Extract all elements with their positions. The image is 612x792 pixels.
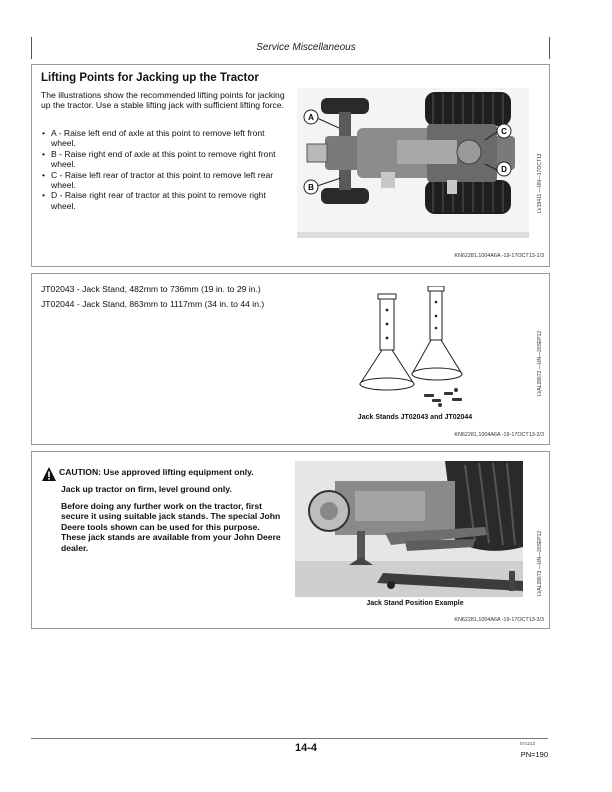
jack-stands-illustration: [352, 286, 476, 412]
intro-paragraph: The illustrations show the recommended lifting points for jacking up the tractor. Use a stable lifting jack with sufficient lifting force.: [41, 90, 285, 111]
callout-label: B: [308, 183, 314, 192]
jack-stand-spec: JT02044 - Jack Stand, 863mm to 1117mm (34 in. to 44 in.): [41, 299, 265, 309]
section-header: Service Miscellaneous: [256, 42, 356, 53]
reference-code: KN62281,1004A6A -19-17OCT13-3/3: [454, 617, 544, 623]
tractor-underside-illustration: [297, 88, 529, 238]
callout-label: D: [501, 165, 507, 174]
section-title: Lifting Points for Jacking up the Tractor: [41, 72, 259, 84]
jack-stand-spec: JT02043 - Jack Stand, 482mm to 736mm (19 in. to 29 in.): [41, 284, 261, 294]
jack-stand-position-photo: [295, 461, 523, 597]
print-date: 071213: [520, 741, 536, 746]
list-item: • D - Raise right rear of tractor at this point to remove right wheel.: [41, 190, 291, 211]
caution-heading: CAUTION: Use approved lifting equipment only.: [59, 467, 254, 477]
list-item: • C - Raise left rear of tractor at this point to remove left rear wheel.: [41, 170, 291, 191]
footer-rule: [31, 738, 548, 739]
callout-label: C: [501, 127, 507, 136]
figure-code: LVAL28672 —UN—20SEP12: [537, 330, 543, 396]
figure-code: LVAL28673 —UN—20SEP12: [537, 530, 543, 596]
warning-icon: [41, 466, 57, 482]
figure-caption: Jack Stand Position Example: [366, 600, 464, 607]
list-item: • B - Raise right end of axle at this point to remove right front wheel.: [41, 149, 291, 170]
list-item: • A - Raise left end of axle at this point to remove left front wheel.: [41, 128, 291, 149]
reference-code: KN62281,1004A6A -19-17OCT13-1/3: [454, 253, 544, 259]
reference-code: KN62281,1004A6A -19-17OCT13-2/3: [454, 432, 544, 438]
caution-body: [61, 484, 283, 559]
figure-code: LV19411 —UN—17OCT13: [537, 153, 543, 213]
callout-label: A: [308, 113, 314, 122]
caution-text: Before doing any further work on the tractor, first secure it using suitable jack stands. The special John Deere tools shown can be used for this purpose. These jack stands are available from your John Deere dealer.: [61, 500, 281, 553]
page-index: PN=190: [520, 750, 548, 759]
page-number: 14-4: [294, 742, 318, 754]
caution-text: Jack up tractor on firm, level ground only.: [61, 484, 232, 494]
figure-caption: Jack Stands JT02043 and JT02044: [357, 414, 473, 421]
lifting-points-list: [41, 128, 291, 211]
